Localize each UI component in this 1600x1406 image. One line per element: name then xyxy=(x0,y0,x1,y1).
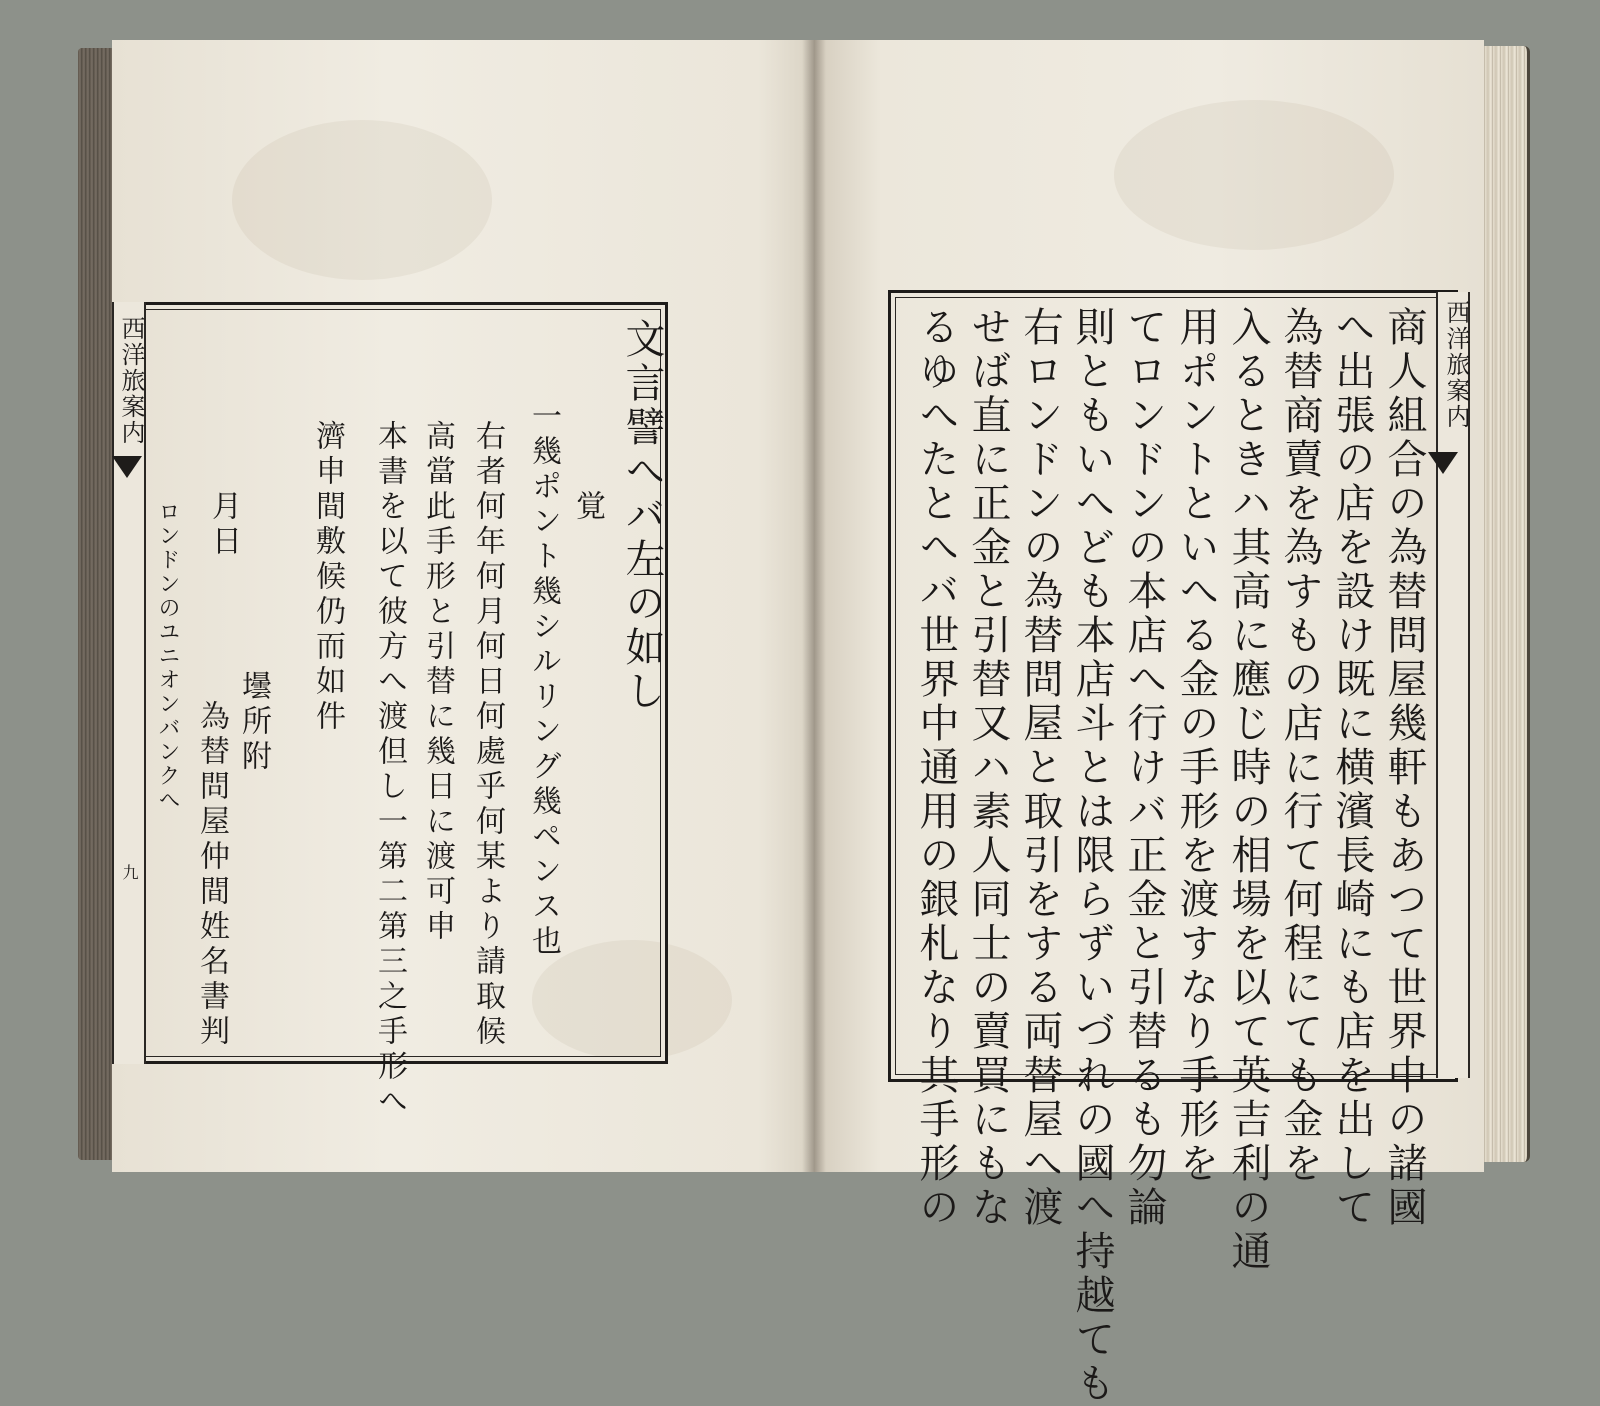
left-line-9: 為替問屋仲間姓名書判 xyxy=(194,700,229,1050)
left-line-4: 高當此手形と引替に幾日に渡可申 xyxy=(420,420,455,945)
left-line-3: 右者何年何月何日何處乎何某より請取候 xyxy=(470,420,505,1050)
left-line-7: 月日 xyxy=(206,490,241,560)
right-column-7: 則ともいへども本店斗とは限らずいづれの國へ持越ても xyxy=(1069,306,1115,1406)
left-line-1: 覚 xyxy=(570,490,605,525)
right-column-9: せば直に正金と引替又ハ素人同士の賣買にもな xyxy=(965,306,1011,1230)
left-line-5: 本書を以て彼方へ渡但し一第二第三之手形へ xyxy=(372,420,407,1120)
book-gutter xyxy=(802,40,826,1172)
right-column-1: 商人組合の為替問屋幾軒もあつて世界中の諸國 xyxy=(1381,306,1427,1230)
right-column-3: 為替商賣を為すもの店に行て何程にても金を xyxy=(1277,306,1323,1186)
right-column-10: るゆへたとへバ世界中通用の銀札なり其手形の xyxy=(913,306,959,1230)
right-column-5: 用ポントといへる金の手形を渡すなり手形を xyxy=(1173,306,1219,1186)
right-hashira-title: 西洋旅案内 xyxy=(1442,300,1470,430)
right-column-2: へ出張の店を設け既に横濱長崎にも店を出して xyxy=(1329,306,1375,1230)
left-hashira-title: 西洋旅案内 xyxy=(117,316,145,446)
left-line-6: 濟申間敷候仍而如件 xyxy=(310,420,345,735)
right-fish-tail-mark xyxy=(1428,452,1458,474)
right-column-8: 右ロンドンの為替問屋と取引をする両替屋へ渡 xyxy=(1017,306,1063,1230)
left-line-8: 壜所附 xyxy=(236,670,271,775)
right-column-4: 入るときハ其高に應じ時の相場を以て英吉利の通 xyxy=(1225,306,1271,1274)
left-line-2: 一幾ポント幾シルリング幾ペンス也 xyxy=(526,400,561,960)
left-folio: 九 xyxy=(120,864,139,880)
right-column-6: てロンドンの本店へ行けバ正金と引替るも勿論 xyxy=(1121,306,1167,1230)
left-fish-tail-mark xyxy=(112,456,142,478)
left-line-10: ロンドンのユニオンバンクへ xyxy=(155,500,180,812)
left-heading: 文言譬へバ左の如し xyxy=(619,318,665,714)
